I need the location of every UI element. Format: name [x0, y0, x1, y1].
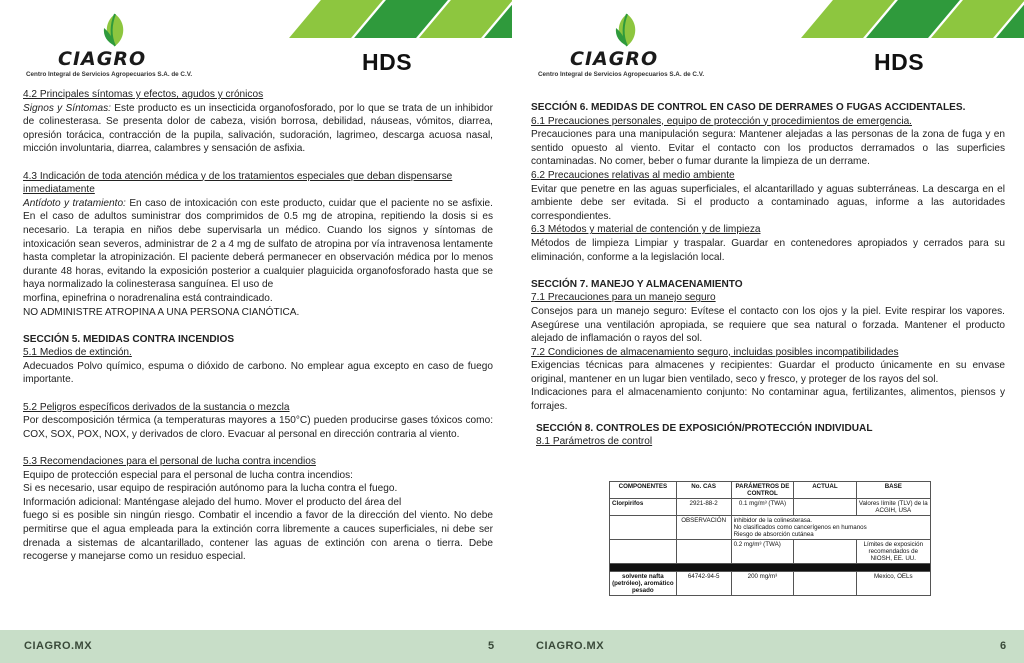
section-title: 6.3 Métodos y material de contención y de limpieza	[531, 224, 761, 236]
section-heading: SECCIÓN 6. MEDIDAS DE CONTROL EN CASO DE DERRAMES O FUGAS ACCIDENTALES.	[531, 102, 966, 113]
table-header: PARÁMETROS DE CONTROL	[731, 482, 794, 499]
table-cell: 0.2 mg/m³ (TWA)	[731, 540, 794, 564]
table-header: BASE	[856, 482, 930, 499]
company-name: Centro Integral de Servicios Agropecuarios S.A. de C.V.	[538, 71, 705, 78]
table-header: COMPONENTES	[610, 482, 677, 499]
paragraph: Adecuados Polvo químico, espuma o dióxido de carbono. No emplear agua excepto en caso de fuego importante.	[23, 360, 493, 386]
paragraph: fuego si es posible sin ningún riesgo. Combatir el incendio a favor de la dirección del viento. No debe permitirse que el agua empleada para la extinción corra libremente a cauces superficiales, ni debe ser drenada a sistemas de alcantarillado, contener las aguas de extinción con arena o tierra. Debe recogerse y manejarse como un residuo especial.	[23, 510, 493, 563]
table-cell: Mexico, OELs	[856, 572, 930, 596]
company-name: Centro Integral de Servicios Agropecuarios S.A. de C.V.	[26, 71, 193, 78]
brand-name: CIAGRO	[58, 48, 147, 70]
table-cell: Límites de exposición recomendados de NIOSH, EE. UU.	[856, 540, 930, 564]
table-row	[610, 516, 931, 540]
section-heading: SECCIÓN 8. CONTROLES DE EXPOSICIÓN/PROTECCIÓN INDIVIDUAL	[536, 422, 873, 434]
table-header-row	[610, 482, 931, 499]
table-cell: Clorpirifos	[610, 499, 677, 516]
paragraph: Métodos de limpieza Limpiar y traspalar. Guardar en contenedores apropiados y cerrados para su eliminación, conforme a la legislación local.	[531, 237, 1005, 263]
paragraph: Indicaciones para el almacenamiento conjunto: No contaminar agua, fertilizantes, alimentos, piensos y forrajes.	[531, 387, 1005, 413]
table-cell: inhibidor de la colinesterasa. No clasificados como cancerígenos en humanos Riesgo de absorción cutánea	[731, 516, 930, 540]
section-title: 4.2 Principales síntomas y efectos, agudos y crónicos	[23, 89, 264, 100]
table-cell	[676, 540, 731, 564]
table-row	[610, 572, 931, 596]
section-title: 5.3 Recomendaciones para el personal de lucha contra incendios	[23, 456, 316, 468]
footer	[0, 630, 512, 663]
table-header: ACTUAL	[794, 482, 856, 499]
page-6-content	[531, 101, 1005, 449]
table-row	[610, 540, 931, 564]
paragraph: Consejos para un manejo seguro: Evítese el contacto con los ojos y la piel. Evite respirar los vapores. Asegúrese una ventilación apropiada, se requiere que sea natural o forzada. Mantener el producto alejado de inflamación o rayos del sol.	[531, 305, 1005, 345]
table-header: No. CAS	[676, 482, 731, 499]
section-title: 8.1 Parámetros de control	[536, 436, 653, 448]
table-cell	[610, 540, 677, 564]
table-cell	[794, 572, 856, 596]
table-cell: 2921-88-2	[676, 499, 731, 516]
paragraph: Evitar que penetre en las aguas superficiales, el alcantarillado y aguas subterráneas. La descarga en el ambiente debe ser evitada. Si el producto a contaminado aguas, informe a las autoridades correspondientes.	[531, 183, 1005, 222]
section-title: 5.2 Peligros específicos derivados de la sustancia o mezcla	[23, 401, 290, 413]
table-cell: Valores límite (TLV) de la ACGIH, USA	[856, 499, 930, 516]
section-title: inmediatamente	[23, 184, 95, 196]
paragraph: NO ADMINISTRE ATROPINA A UNA PERSONA CIANÓTICA.	[23, 306, 300, 318]
paragraph: Por descomposición térmica (a temperaturas mayores a 150°C) pueden producirse gases tóxicos como: COX, SOX, POX, NOX, y derivados de cloro. Evacuar al personal en dirección contraria al viento.	[23, 415, 493, 440]
paragraph: Información adicional: Manténgase alejado del humo. Mover el producto del área del	[23, 496, 402, 508]
table-cell	[610, 516, 677, 540]
brand-name: CIAGRO	[570, 48, 659, 70]
footer	[512, 630, 1024, 663]
page-5-content	[23, 88, 493, 564]
section-title: 6.2 Precauciones relativas al medio ambiente	[531, 169, 735, 181]
control-parameters-table	[609, 481, 931, 596]
table-cell: 200 mg/m³	[731, 572, 794, 596]
page-number: 5	[488, 640, 495, 652]
table-cell	[794, 499, 856, 516]
section-title: 4.3 Indicación de toda atención médica y de los tratamientos especiales que deban dispensarse	[23, 170, 453, 182]
section-title: 7.2 Condiciones de almacenamiento seguro, incluidas posibles incompatibilidades	[531, 346, 899, 358]
section-title: 7.1 Precauciones para un manejo seguro	[531, 292, 716, 304]
footer-site: CIAGRO.MX	[536, 640, 605, 652]
paragraph: Si es necesario, usar equipo de respiración autónomo para la lucha contra el fuego.	[23, 483, 398, 495]
table-cell: 64742-94-5	[676, 572, 731, 596]
table-cell	[794, 540, 856, 564]
table-divider	[610, 564, 931, 572]
table-row	[610, 499, 931, 516]
paragraph: Signos y Síntomas: Este producto es un insecticida organofosforado, por lo que se trata de un inhibidor de colinesterasa. Se presenta dolor de cabeza, visión borrosa, debilidad, náuseas, vómitos, diarrea, opresión torácica, contracción de la pupila, salivación, sudoración, lagrimeo, descarga acuosa nasal, micción involuntaria, diarrea, calambres y sensación de asfixia.	[23, 102, 493, 155]
section-heading: SECCIÓN 5. MEDIDAS CONTRA INCENDIOS	[23, 333, 235, 345]
table-cell: OBSERVACIÓN	[676, 516, 731, 540]
doc-type: HDS	[874, 49, 925, 75]
paragraph: Antídoto y tratamiento: En caso de intoxicación con este producto, cuidar que el paciente no se asfixie. En el caso de adultos suministrar dos comprimidos de 0.5 mg de atropina, repitiendo la dosis si es necesario. La terapia en niños debe supervisarla un médico. Cuando los signos y síntomas de intoxicación sean severos, administrar de 2 a 4 mg de sulfato de atropina por vía intravenosa lentamente hasta completar la atropinización. El paciente deberá permanecer en observación médica por lo menos durante 48 horas, evitando la exposición posterior a cualquier plaguicida organofosforado hasta que se haya normalizado la colinesterasa sanguínea. El uso de	[23, 197, 493, 291]
paragraph: Equipo de protección especial para el personal de lucha contra incendios:	[23, 469, 353, 481]
paragraph: Precauciones para una manipulación segura: Mantener alejadas a las personas de la zona de fuga y en sentido opuesto al viento. Evitar el contacto con los productos derramados o las superficies contaminadas. No comer, beber o fumar durante la limpieza de un derrame.	[531, 129, 1005, 168]
paragraph: Exigencias técnicas para almacenes y recipientes: Guardar el producto únicamente en su envase original, mantener en un lugar bien ventilado, seco y fresco, y proteger de los rayos del sol.	[531, 360, 1005, 385]
page-number: 6	[1000, 640, 1007, 652]
doc-type: HDS	[362, 49, 413, 75]
table-cell: solvente nafta (petróleo), aromático pesado	[610, 572, 677, 596]
footer-site: CIAGRO.MX	[24, 640, 93, 652]
section-title: 5.1 Medios de extinción.	[23, 347, 132, 359]
leaf-logo-icon	[612, 12, 642, 53]
section-title: 6.1 Precauciones personales, equipo de protección y procedimientos de emergencia.	[531, 115, 912, 127]
leaf-logo-icon	[100, 12, 130, 53]
paragraph: morfina, epinefrina o noradrenalina está contraindicado.	[23, 292, 273, 304]
section-heading: SECCIÓN 7. MANEJO Y ALMACENAMIENTO	[531, 278, 743, 290]
table-cell: 0.1 mg/m³ (TWA)	[731, 499, 794, 516]
